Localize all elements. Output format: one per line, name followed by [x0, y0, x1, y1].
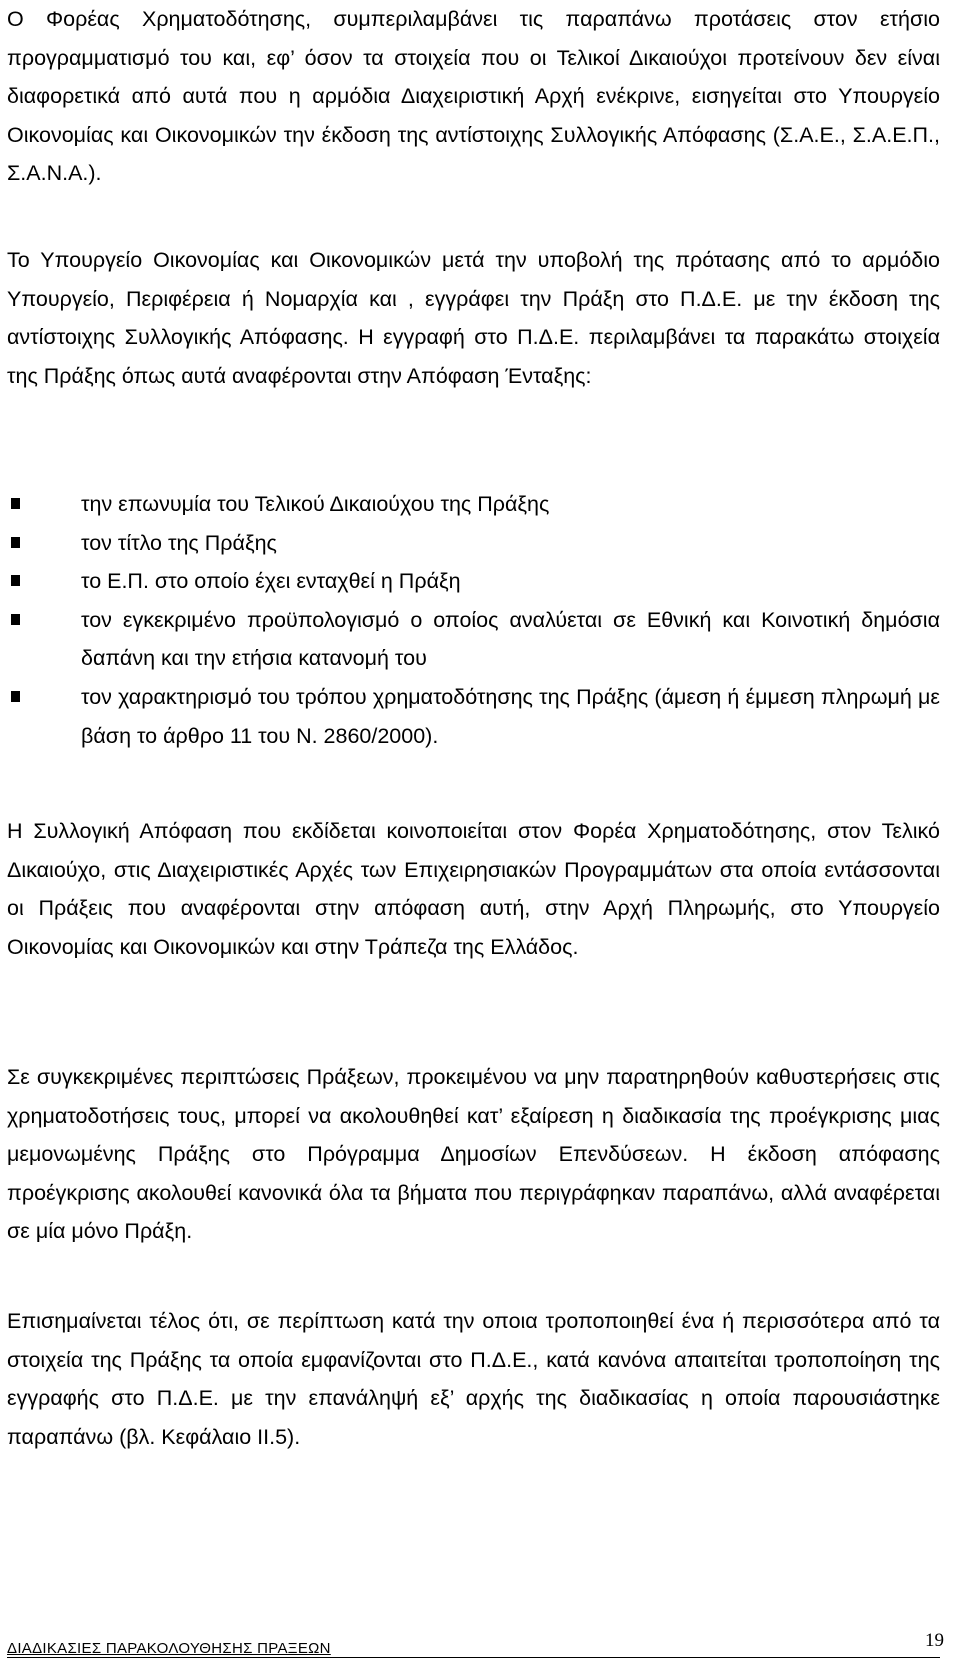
- list-item: [7, 562, 940, 601]
- list-item-text: τον εγκεκριμένο προϋπολογισμό ο οποίος αναλύεται σε Εθνική και Κοινοτική δημόσια δαπάνη και την ετήσια κατανομή του: [81, 607, 940, 671]
- list-item: [7, 485, 940, 524]
- list-item: [7, 524, 940, 563]
- square-bullet-icon: [11, 691, 20, 702]
- square-bullet-icon: [11, 537, 20, 548]
- paragraph-amendment: Επισημαίνεται τέλος ότι, σε περίπτωση κατά την οποια τροποποιηθεί ένα ή περισσότερα από τα στοιχεία της Πράξης τα οποία εμφανίζονται στο Π.Δ.Ε., κατά κανόνα απαιτείται τροποποίηση της εγγραφής στο Π.Δ.Ε. με την επανάληψή εξ’ αρχής της διαδικασίας η οποία παρουσιάστηκε παραπάνω (βλ. Κεφάλαιο ΙΙ.5).: [7, 1309, 940, 1449]
- paragraph-pre-approval: Σε συγκεκριμένες περιπτώσεις Πράξεων, προκειμένου να μην παρατηρηθούν καθυστερήσεις στις χρηματοδοτήσεις τους, μπορεί να ακολουθηθεί κατ’ εξαίρεση η διαδικασία της προέγκρισης μιας μεμονωμένης Πράξης στο Πρόγραμμα Δημοσίων Επενδύσεων. Η έκδοση απόφασης προέγκρισης ακολουθεί κανονικά όλα τα βήματα που περιγράφηκαν παραπάνω, αλλά αναφέρεται σε μία μόνο Πράξη.: [7, 1065, 940, 1244]
- square-bullet-icon: [11, 575, 20, 586]
- registration-items-list: [7, 485, 940, 755]
- list-item-text: την επωνυμία του Τελικού Δικαιούχου της Πράξης: [81, 492, 550, 516]
- square-bullet-icon: [11, 614, 20, 625]
- list-item: [7, 678, 940, 755]
- list-item-text: τον τίτλο της Πράξης: [81, 530, 277, 555]
- footer-title: ΔΙΑΔΙΚΑΣΙΕΣ ΠΑΡΑΚΟΛΟΥΘΗΣΗΣ ΠΡΑΞΕΩΝ: [7, 1640, 331, 1657]
- paragraph-decision-notification: Η Συλλογική Απόφαση που εκδίδεται κοινοποιείται στον Φορέα Χρηματοδότησης, στον Τελικό Δικαιούχο, στις Διαχειριστικές Αρχές των Επιχειρησιακών Προγραμμάτων στα οποία εντάσσονται οι Πράξεις που αναφέρονται στην απόφαση αυτή, στην Αρχή Πληρωμής, στο Υπουργείο Οικονομίας και Οικονομικών και στην Τράπεζα της Ελλάδος.: [7, 819, 940, 959]
- list-item: [7, 601, 940, 678]
- paragraph-ministry-registration: Το Υπουργείο Οικονομίας και Οικονομικών μετά την υποβολή της πρότασης από το αρμόδιο Υπουργείο, Περιφέρεια ή Νομαρχία και , εγγράφει την Πράξη στο Π.Δ.Ε. με την έκδοση της αντίστοιχης Συλλογικής Απόφασης. Η εγγραφή στο Π.Δ.Ε. περιλαμβάνει τα παρακάτω στοιχεία της Πράξης όπως αυτά αναφέρονται στην Απόφαση Ένταξης:: [7, 248, 940, 388]
- footer-divider: [7, 1657, 940, 1658]
- list-item-text: τον χαρακτηρισμό του τρόπου χρηματοδότησης της Πράξης (άμεση ή έμμεση πληρωμή με βάση το άρθρο 11 του Ν. 2860/2000).: [81, 684, 940, 748]
- paragraph-funding-body: Ο Φορέας Χρηματοδότησης, συμπεριλαμβάνει τις παραπάνω προτάσεις στον ετήσιο προγραμματισμό του και, εφ’ όσον τα στοιχεία που οι Τελικοί Δικαιούχοι προτείνουν δεν είναι διαφορετικά από αυτά που η αρμόδια Διαχειριστική Αρχή ενέκρινε, εισηγείται στο Υπουργείο Οικονομίας και Οικονομικών την έκδοση της αντίστοιχης Συλλογικής Απόφασης (Σ.Α.Ε., Σ.Α.Ε.Π., Σ.Α.Ν.Α.).: [7, 7, 940, 186]
- square-bullet-icon: [11, 498, 20, 509]
- page-number: 19: [925, 1630, 944, 1651]
- list-item-text: το Ε.Π. στο οποίο έχει ενταχθεί η Πράξη: [81, 569, 461, 594]
